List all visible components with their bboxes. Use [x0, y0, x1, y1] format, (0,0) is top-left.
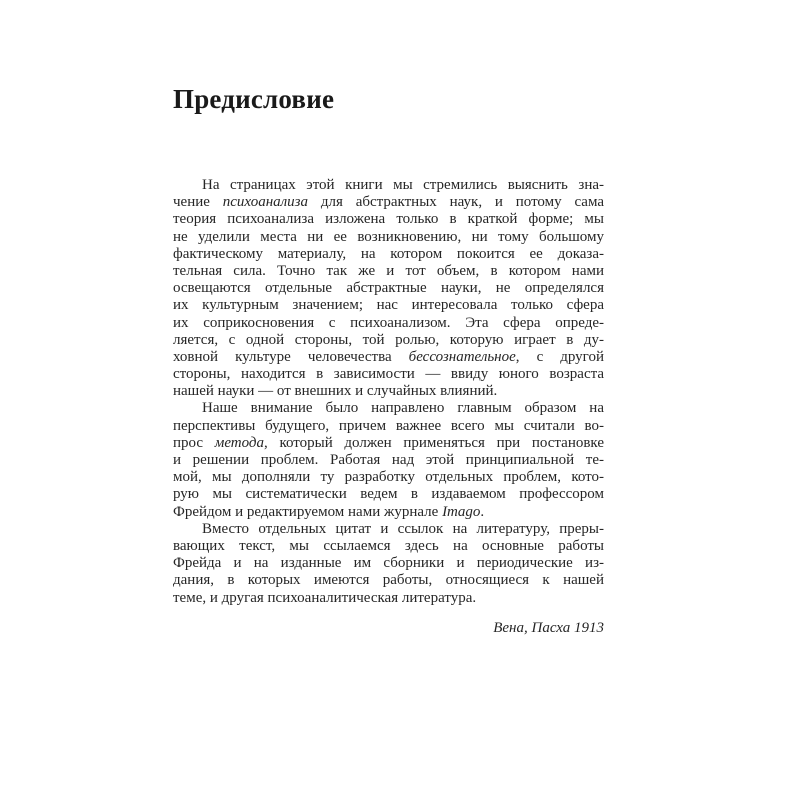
- text-line: дания, в которых имеются работы, относящиеся к нашей: [173, 572, 604, 589]
- text-line: [173, 435, 604, 452]
- text-line: стороны, находится в зависимости — ввиду юного возраста: [173, 366, 604, 383]
- text-line: Наше внимание было направлено главным образом на: [202, 400, 604, 417]
- text-line: Вместо отдельных цитат и ссылок на литературу, преры-: [202, 520, 604, 537]
- text-line: перспективы будущего, причем важнее всего мы считали во-: [173, 417, 604, 434]
- page-title: Предисловие: [173, 84, 335, 114]
- text-line: нашей науки — от внешних и случайных влияний.: [173, 383, 498, 400]
- text-line: мой, мы дополняли ту разработку отдельных проблем, кото-: [173, 469, 604, 486]
- text-line: освещаются отдельные абстрактные науки, не определялся: [173, 280, 604, 297]
- text-line: На страницах этой книги мы стремились выяснить зна-: [202, 177, 604, 193]
- signature: Вена, Пасха 1913: [493, 620, 604, 636]
- text-segment: Фрейдом и редактируемом нами журнале: [173, 503, 443, 520]
- text-line: теория психоанализа изложена только в краткой форме; мы: [173, 211, 604, 228]
- text-segment: прос: [173, 434, 215, 451]
- text-line: их культурным значением; нас интересовала только сфера: [173, 297, 604, 314]
- text-line: вающих текст, мы ссылаемся здесь на основные работы: [173, 537, 604, 554]
- italic-term: психоанализа: [222, 194, 309, 211]
- italic-term: Imago: [442, 503, 481, 520]
- body-text: [173, 177, 604, 607]
- text-line: фактическому материалу, на котором покоится ее доказа-: [173, 245, 604, 262]
- text-segment: для абстрактных наук, и потому сама: [308, 194, 604, 211]
- text-line: рую мы систематически ведем в издаваемом профессором: [173, 486, 604, 503]
- text-line: Фрейда и на изданные им сборники и периодические из-: [173, 555, 604, 572]
- text-segment: , который должен применяться при постановке: [264, 434, 605, 451]
- text-segment: .: [480, 503, 485, 520]
- text-line: [173, 504, 604, 521]
- text-line: не уделили места ни ее возникновению, ни тому большому: [173, 228, 604, 245]
- text-line: теме, и другая психоаналитическая литература.: [173, 589, 477, 606]
- text-segment: , с другой: [515, 348, 604, 365]
- text-line: и решении проблем. Работая над этой принципиальной те-: [173, 452, 604, 468]
- text-line: тельная сила. Точно так же и тот объем, в котором нами: [173, 262, 604, 279]
- italic-term: метода: [214, 434, 265, 451]
- text-line: ляется, с одной стороны, той ролью, которую играет в ду-: [173, 331, 604, 348]
- italic-term: бессознательное: [408, 348, 516, 365]
- text-segment: ховной культуре человечества: [173, 348, 409, 365]
- text-line: их соприкосновения с психоанализом. Эта сфера опреде-: [173, 314, 604, 331]
- text-segment: чение: [173, 194, 223, 211]
- text-line: [173, 194, 604, 211]
- text-line: [173, 349, 604, 366]
